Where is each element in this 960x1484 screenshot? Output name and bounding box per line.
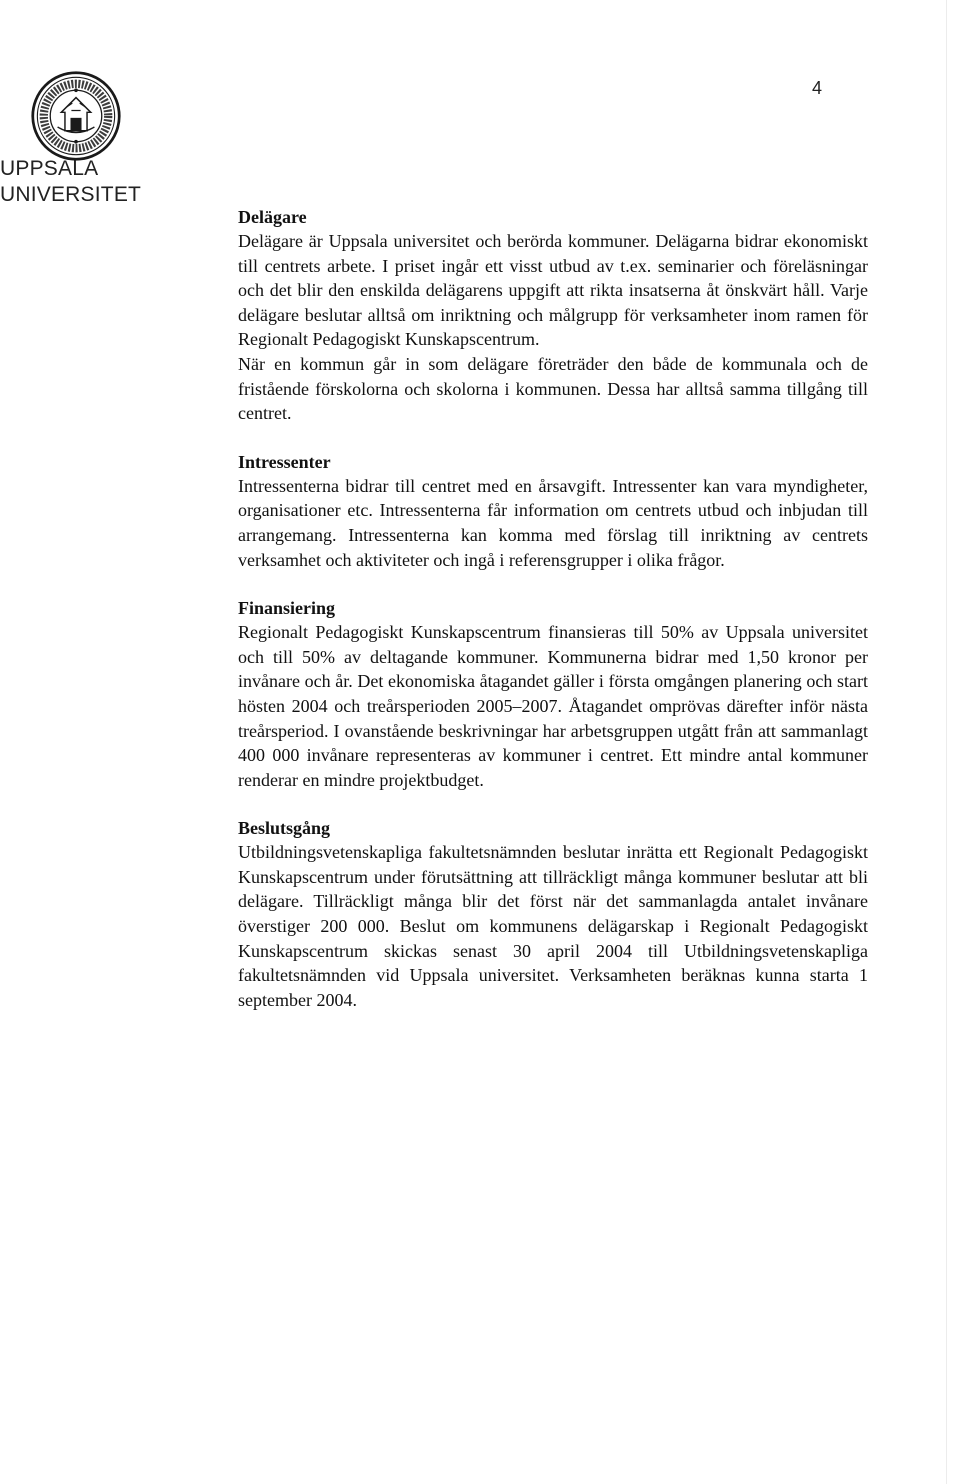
section-heading: Intressenter — [238, 451, 331, 472]
page-number: 4 — [812, 78, 823, 98]
university-name-line1: UPPSALA — [0, 157, 99, 180]
section-heading: Finansiering — [238, 598, 336, 619]
section-heading: Delägare — [238, 207, 307, 227]
section-beslutsgang — [238, 816, 868, 1012]
section-paragraph: När en kommun går in som delägare företräder den både de kommunala och de fristående förskolorna och skolorna i kommunen. Dessa har alltså samma tillgång till centret. — [238, 353, 868, 424]
section-paragraph: Delägare är Uppsala universitet och berörda kommuner. Delägarna bidrar ekonomiskt till centrets arbete. I priset ingår ett visst utbud av t.ex. seminarier och föreläsningar och det blir den enskilda delägarens uppgift att rikta insatserna åt önskvärt håll. Varje delägare beslutar alltså om inriktning och målgrupp för verksamheter inom ramen för Regionalt Pedagogiskt Kunskapscentrum. — [238, 231, 868, 350]
section-heading: Beslutsgång — [238, 818, 331, 839]
section-paragraph: Intressenterna bidrar till centret med en årsavgift. Intressenter kan vara myndigheter, organisationer etc. Intressenterna får information om centrets utbud och inbjudan till arrangemang. Intressenterna kan komma med förslag till inriktning av centrets verksamhet och aktiviteter och ingå i referensgrupper i olika frågor. — [238, 475, 868, 570]
section-delagare — [238, 205, 868, 426]
page-margin-line — [946, 0, 947, 1484]
section-paragraph: Regionalt Pedagogiskt Kunskapscentrum finansieras till 50% av Uppsala universitet och till 50% av deltagande kommuner. Kommunerna bidrar med 1,50 kronor per invånare och år. Det ekonomiska åtagandet gäller i första omgången planering och start hösten 2004 och treårsperioden 2005–2007. Åtagandet omprövas därefter inför nästa treårsperiod. I ovanstående beskrivningar har arbetsgruppen utgått från att sammanlagt 400 000 invånare representeras av kommuner i centret. Ett mindre antal kommuner renderar en mindre projektbudget. — [238, 622, 868, 790]
section-paragraph: Utbildningsvetenskapliga fakultetsnämnden beslutar inrätta ett Regionalt Pedagogiskt Kunskapscentrum under förutsättning att tillräckligt många kommuner beslutar att bli delägare. Tillräckligt många blir det först när det sammanlagda antalet invånare överstiger 200 000. Beslut om kommunens delägarskap i Regionalt Pedagogiskt Kunskapscentrum skickas senast 30 april 2004 till Utbildningsvetenskapliga fakultetsnämnden vid Uppsala universitet. Verksamheten beräknas kunna starta 1 september 2004. — [238, 842, 868, 1010]
document-body — [238, 205, 868, 1012]
university-seal-icon — [30, 70, 122, 162]
university-name — [0, 156, 141, 208]
section-intressenter — [238, 450, 868, 572]
section-finansiering — [238, 596, 868, 792]
university-name-line2: UNIVERSITET — [0, 183, 142, 206]
